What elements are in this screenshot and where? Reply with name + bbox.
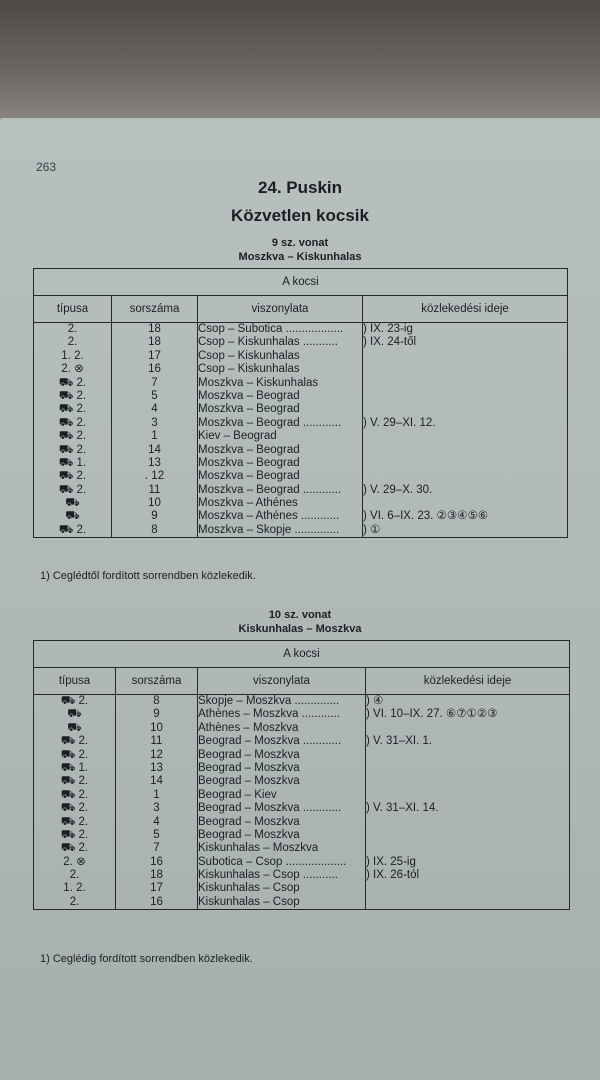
train-9-number: 9 sz. vonat: [271, 237, 329, 249]
row-route-cell: Moszkva – Athénes: [198, 497, 298, 510]
row-time-cell: ) V. 29–XI. 12.: [363, 416, 436, 429]
train-10-heading: [0, 608, 600, 636]
timetable-train-10: [33, 640, 570, 910]
row-route-cell: Moszkva – Beograd ............: [198, 483, 342, 496]
row-time-cell: [366, 896, 569, 909]
column-time: [363, 323, 568, 538]
row-time-cell: [366, 829, 569, 842]
row-type-cell: ⛟: [65, 497, 80, 510]
row-route-cell: Moszkva – Beograd: [198, 403, 300, 416]
row-type-cell: ⛟ 2.: [58, 389, 87, 402]
row-route-cell: Moszkva – Kiskunhalas: [198, 376, 319, 389]
row-time-cell: [363, 350, 567, 363]
row-route-cell: Moszkva – Beograd: [198, 389, 300, 402]
row-time-cell: ) V. 31–XI. 1.: [366, 735, 433, 748]
row-type-cell: ⛟ 2.: [60, 775, 89, 788]
footnote-train-10: 1) Ceglédig fordított sorrendben közlekedik.: [40, 953, 253, 965]
row-type-cell: ⛟ 2.: [60, 695, 89, 707]
column-type: [34, 323, 112, 538]
row-no-cell: 16: [150, 855, 163, 868]
row-no-cell: 8: [153, 695, 160, 707]
row-route-cell: Csop – Kiskunhalas ...........: [198, 336, 338, 349]
row-time-cell: [366, 842, 569, 855]
row-no-cell: . 12: [144, 470, 165, 483]
row-route-cell: Moszkva – Beograd: [198, 456, 300, 469]
row-route-cell: Skopje – Moszkva ..............: [198, 695, 340, 707]
row-route-cell: Moszkva – Athénes ............: [198, 510, 340, 523]
row-time-cell: [366, 722, 569, 735]
row-type-cell: 2.: [67, 323, 78, 335]
row-no-cell: 12: [150, 748, 163, 761]
row-type-cell: ⛟: [67, 721, 82, 734]
row-route-cell: Beograd – Moszkva: [198, 748, 300, 761]
row-time-cell: [366, 882, 569, 895]
row-time-cell: [366, 762, 569, 775]
row-no-cell: 5: [153, 828, 160, 841]
row-no-cell: 14: [148, 443, 161, 456]
row-type-cell: ⛟ 2.: [58, 376, 87, 389]
row-route-cell: Csop – Kiskunhalas: [198, 349, 300, 362]
row-time-cell: [363, 444, 567, 457]
row-no-cell: 5: [151, 389, 158, 402]
row-route-cell: Kiskunhalas – Csop: [198, 895, 300, 908]
group-header: A kocsi: [34, 269, 568, 296]
row-type-cell: ⛟: [67, 708, 82, 721]
header-time: közlekedési ideje: [366, 668, 570, 695]
train-10-number: 10 sz. vonat: [268, 609, 332, 621]
book-spine-background: [0, 0, 600, 118]
header-type: típusa: [34, 296, 112, 323]
row-time-cell: [366, 816, 569, 829]
column-type: [34, 695, 116, 910]
row-time-cell: [366, 775, 569, 788]
row-time-cell: [363, 403, 567, 416]
row-type-cell: 1. 2.: [63, 882, 86, 895]
row-time-cell: ) IX. 23-ig: [363, 323, 413, 335]
column-route: [198, 323, 363, 538]
row-time-cell: ) VI. 10–IX. 27. ⑥⑦①②③: [366, 708, 498, 721]
row-type-cell: ⛟ 2.: [60, 748, 89, 761]
row-route-cell: Kiskunhalas – Moszkva: [198, 842, 319, 855]
row-route-cell: Beograd – Moszkva: [198, 761, 300, 774]
row-time-cell: ) V. 29–X. 30.: [363, 483, 433, 496]
column-route: [198, 695, 366, 910]
row-route-cell: Athènes – Moszkva: [198, 721, 299, 734]
row-route-cell: Beograd – Moszkva: [198, 828, 300, 841]
column-number: [112, 323, 198, 538]
page-number: 263: [36, 160, 57, 174]
row-type-cell: ⛟ 2.: [60, 735, 89, 748]
row-no-cell: 1: [151, 430, 158, 443]
row-time-cell: ) ①: [363, 523, 381, 536]
row-type-cell: 2. ⊗: [61, 363, 84, 376]
row-route-cell: Kiev – Beograd: [198, 430, 277, 443]
row-time-cell: [363, 377, 567, 390]
row-time-cell: [363, 470, 567, 483]
chapter-title: 24. Puskin: [257, 178, 343, 197]
row-type-cell: ⛟ 2.: [60, 788, 89, 801]
row-no-cell: 7: [151, 376, 158, 389]
row-time-cell: ) ④: [366, 695, 384, 707]
row-route-cell: Beograd – Moszkva ............: [198, 802, 342, 815]
group-header: A kocsi: [34, 641, 570, 668]
row-type-cell: ⛟ 1.: [58, 456, 87, 469]
row-type-cell: ⛟ 2.: [58, 403, 87, 416]
row-no-cell: 18: [148, 323, 161, 335]
footnote-train-9: 1) Ceglédtől fordított sorrendben közlekedik.: [40, 570, 256, 582]
row-no-cell: 16: [148, 363, 161, 376]
header-time: közlekedési ideje: [363, 296, 568, 323]
row-time-cell: [366, 789, 569, 802]
row-no-cell: 9: [151, 510, 158, 523]
row-route-cell: Moszkva – Beograd: [198, 443, 300, 456]
row-time-cell: [363, 430, 567, 443]
row-type-cell: ⛟ 2.: [58, 470, 87, 483]
row-no-cell: 4: [151, 403, 158, 416]
row-type-cell: 2. ⊗: [63, 855, 86, 868]
header-number: sorszáma: [116, 668, 198, 695]
row-route-cell: Moszkva – Beograd ............: [198, 416, 342, 429]
row-type-cell: ⛟ 2.: [58, 430, 87, 443]
section-title: Közvetlen kocsik: [231, 206, 369, 225]
train-10-route: Kiskunhalas – Moszkva: [238, 623, 362, 635]
row-type-cell: ⛟ 2.: [60, 842, 89, 855]
row-route-cell: Moszkva – Skopje ..............: [198, 523, 340, 536]
train-9-heading: [0, 236, 600, 264]
book-page: [0, 118, 600, 1080]
train-9-route: Moszkva – Kiskunhalas: [238, 251, 362, 263]
row-no-cell: 10: [148, 497, 161, 510]
header-route: viszonylata: [198, 296, 363, 323]
row-type-cell: ⛟ 2.: [58, 416, 87, 429]
row-no-cell: 18: [150, 869, 163, 882]
row-no-cell: 3: [153, 802, 160, 815]
row-no-cell: 17: [148, 349, 161, 362]
row-no-cell: 11: [148, 483, 161, 496]
column-time: [366, 695, 570, 910]
row-type-cell: 2.: [69, 869, 80, 882]
row-type-cell: ⛟ 2.: [58, 443, 87, 456]
row-type-cell: 1. 2.: [61, 349, 84, 362]
row-time-cell: [366, 749, 569, 762]
row-time-cell: ) IX. 26-tól: [366, 869, 420, 882]
row-route-cell: Beograd – Moszkva ............: [198, 735, 342, 748]
header-type: típusa: [34, 668, 116, 695]
row-type-cell: 2.: [69, 895, 80, 908]
row-type-cell: ⛟ 1.: [60, 761, 89, 774]
row-route-cell: Kiskunhalas – Csop: [198, 882, 300, 895]
row-time-cell: [363, 390, 567, 403]
row-no-cell: 8: [151, 523, 158, 536]
row-time-cell: ) IX. 24-től: [363, 336, 417, 349]
row-time-cell: [363, 497, 567, 510]
row-type-cell: ⛟ 2.: [58, 523, 87, 536]
row-route-cell: Subotica – Csop ...................: [198, 855, 347, 868]
header-route: viszonylata: [198, 668, 366, 695]
row-no-cell: 7: [153, 842, 160, 855]
row-no-cell: 11: [150, 735, 163, 748]
column-number: [116, 695, 198, 910]
row-no-cell: 16: [150, 895, 163, 908]
row-no-cell: 10: [150, 721, 163, 734]
row-no-cell: 17: [150, 882, 163, 895]
row-no-cell: 14: [150, 775, 163, 788]
row-type-cell: ⛟: [65, 510, 80, 523]
row-no-cell: 18: [148, 336, 161, 349]
row-type-cell: ⛟ 2.: [60, 815, 89, 828]
row-time-cell: ) V. 31–XI. 14.: [366, 802, 439, 815]
row-type-cell: ⛟ 2.: [60, 802, 89, 815]
row-no-cell: 1: [153, 788, 160, 801]
row-route-cell: Athènes – Moszkva ............: [198, 708, 340, 721]
row-route-cell: Beograd – Moszkva: [198, 815, 300, 828]
header-number: sorszáma: [112, 296, 198, 323]
row-no-cell: 3: [151, 416, 158, 429]
row-type-cell: ⛟ 2.: [58, 483, 87, 496]
row-time-cell: [363, 457, 567, 470]
row-type-cell: 2.: [67, 336, 78, 349]
row-route-cell: Beograd – Kiev: [198, 788, 277, 801]
row-route-cell: Moszkva – Beograd: [198, 470, 300, 483]
row-no-cell: 13: [148, 456, 161, 469]
row-time-cell: ) IX. 25-ig: [366, 855, 416, 868]
row-route-cell: Kiskunhalas – Csop ...........: [198, 869, 338, 882]
row-time-cell: [363, 363, 567, 376]
timetable-train-9: [33, 268, 568, 538]
row-no-cell: 9: [153, 708, 160, 721]
row-route-cell: Csop – Subotica ..................: [198, 323, 344, 335]
row-no-cell: 13: [150, 761, 163, 774]
row-route-cell: Csop – Kiskunhalas: [198, 363, 300, 376]
row-no-cell: 4: [153, 815, 160, 828]
row-type-cell: ⛟ 2.: [60, 828, 89, 841]
row-time-cell: ) VI. 6–IX. 23. ②③④⑤⑥: [363, 510, 489, 523]
row-route-cell: Beograd – Moszkva: [198, 775, 300, 788]
